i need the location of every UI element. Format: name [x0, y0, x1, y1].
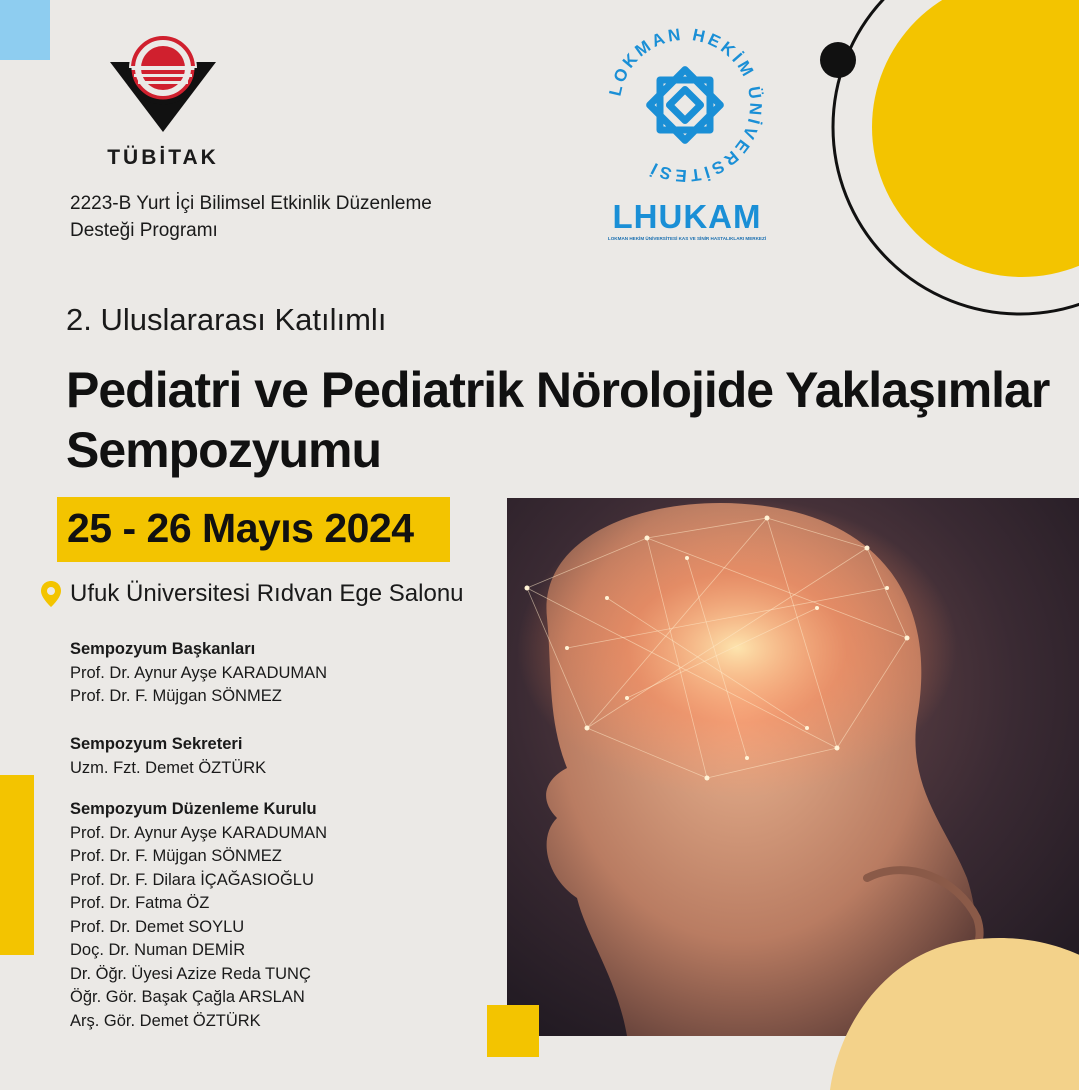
- committee-member: Prof. Dr. Fatma ÖZ: [70, 894, 210, 912]
- committee-member: Öğr. Gör. Başak Çağla ARSLAN: [70, 988, 305, 1006]
- orbit-decoration: [760, 0, 1079, 340]
- tubitak-wordmark: TÜBİTAK: [107, 146, 219, 169]
- committee-presidents: [70, 638, 327, 709]
- lokman-hekim-university-logo: [600, 20, 770, 190]
- committee-member: Prof. Dr. F. Müjgan SÖNMEZ: [70, 847, 282, 865]
- committee-member: Arş. Gör. Demet ÖZTÜRK: [70, 1011, 261, 1030]
- event-date: 25 - 26 Mayıs 2024: [67, 505, 414, 551]
- lhukam-logo: [585, 196, 790, 244]
- event-title: [66, 360, 1056, 480]
- committee-member: Uzm. Fzt. Demet ÖZTÜRK: [70, 758, 267, 777]
- committee-heading: Sempozyum Düzenleme Kurulu: [70, 800, 317, 818]
- event-venue: Ufuk Üniversitesi Rıdvan Ege Salonu: [70, 580, 464, 607]
- committee-organizing: [70, 798, 327, 1033]
- event-title-line: Sempozyumu: [66, 422, 382, 478]
- committee-heading: Sempozyum Sekreteri: [70, 735, 243, 753]
- peach-blob-decoration: [830, 930, 1079, 1090]
- committee-member: Dr. Öğr. Üyesi Azize Reda TUNÇ: [70, 964, 311, 983]
- committee-member: Prof. Dr. F. Dilara İÇAĞASIOĞLU: [70, 870, 314, 889]
- event-title-line: Pediatri ve Pediatrik Nörolojide Yaklaşımlar: [66, 362, 1050, 418]
- event-subtitle: 2. Uluslararası Katılımlı: [66, 302, 387, 337]
- program-line: Desteği Programı: [70, 220, 218, 241]
- svg-text:LOKMAN HEKİM ÜNİVERSİTESİ: [606, 25, 766, 186]
- lhukam-fullname: LOKMAN HEKİM ÜNİVERSİTESİ KAS VE SİNİR HASTALIKLARI MERKEZİ: [607, 236, 767, 241]
- committee-member: Prof. Dr. F. Müjgan SÖNMEZ: [70, 687, 282, 705]
- lokman-arc-text: LOKMAN HEKİM ÜNİVERSİTESİ: [605, 24, 766, 186]
- yellow-square-decoration: [487, 1005, 539, 1057]
- committee-member: Prof. Dr. Aynur Ayşe KARADUMAN: [70, 823, 328, 842]
- committee-heading: Sempozyum Başkanları: [70, 640, 256, 658]
- committee-member: Prof. Dr. Aynur Ayşe KARADUMAN: [70, 663, 328, 682]
- committee-secretary: [70, 733, 266, 780]
- yellow-bar-decoration: [0, 775, 34, 955]
- lhukam-abbr: LHUKAM: [612, 198, 762, 235]
- committee-member: Prof. Dr. Demet SOYLU: [70, 917, 245, 936]
- location-pin-icon: [40, 580, 62, 608]
- committee-member: Doç. Dr. Numan DEMİR: [70, 941, 246, 959]
- program-name: [70, 190, 490, 244]
- program-line: 2223-B Yurt İçi Bilimsel Etkinlik Düzenleme: [70, 193, 432, 214]
- blue-corner-decoration: [0, 0, 50, 60]
